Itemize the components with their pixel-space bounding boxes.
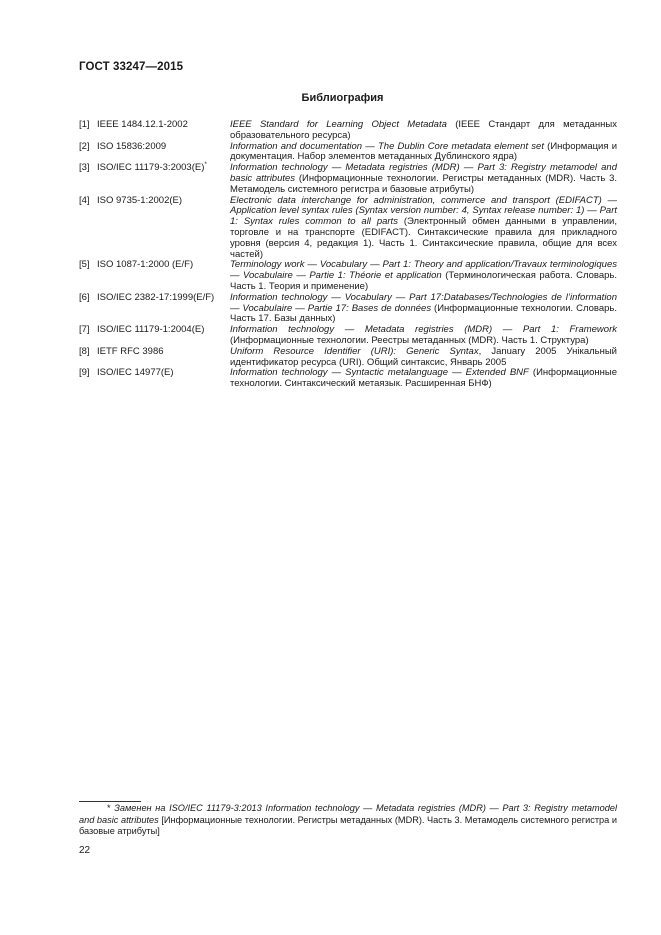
entry-description — [230, 347, 617, 369]
entry-standard-text: ISO 1087-1:2000 (E/F) — [97, 259, 194, 271]
entry-number: [4] — [79, 194, 90, 206]
entry-description — [230, 325, 617, 347]
entry-translation: (IEEE Стандарт для метаданных образовательного ресурса) — [230, 119, 617, 141]
entry-description — [230, 368, 617, 390]
entry-translation: , January 2005 Унікальный идентификатор ресурса (URI). Общий синтаксис, Январь 2005 — [230, 345, 617, 368]
entry-standard-text: ISO/IEC 2382-17:1999(E/F) — [97, 291, 215, 303]
entry-title: Electronic data interchange for administration, commerce and transport (EDIFACT) — Application level syntax rules (Syntax version number: 4, Syntax release number: 1) — Part 1: Syntax rules common to all parts — [230, 194, 617, 228]
bibliography-entry — [79, 142, 617, 164]
bibliography-entry — [79, 260, 617, 292]
entry-standard-code — [97, 196, 182, 207]
entry-standard-code — [97, 293, 214, 304]
entry-number: [5] — [79, 259, 90, 271]
entry-number: [3] — [79, 162, 90, 174]
entry-description — [230, 163, 617, 195]
entry-standard-text: IEEE 1484.12.1-2002 — [97, 119, 188, 130]
entry-translation: (Информационные технологии. Реестры метаданных (MDR). Часть 1. Структура) — [230, 334, 589, 346]
entry-standard-code — [97, 325, 204, 336]
bibliography-entry — [79, 347, 617, 369]
footnote-mark: * — [107, 803, 111, 813]
section-title: Библиография — [301, 92, 384, 104]
bibliography-entry — [79, 293, 617, 325]
entry-title: Information and documentation — The Dublin Core metadata element set — [230, 140, 544, 152]
entry-title: Information technology — Syntactic metalanguage — Extended BNF — [230, 367, 529, 379]
entry-standard-text: ISO/IEC 11179-1:2004(E) — [97, 324, 205, 336]
bibliography-list — [79, 120, 617, 390]
entry-description — [230, 142, 617, 164]
entry-number: [7] — [79, 324, 90, 336]
entry-number: [2] — [79, 140, 90, 152]
entry-standard-code — [97, 163, 207, 174]
entry-standard-text: ISO/IEC 14977(E) — [97, 367, 174, 379]
footnote-reference-mark: * — [204, 161, 207, 169]
entry-standard-code — [97, 142, 166, 153]
document-code-header: ГОСТ 33247—2015 — [79, 61, 184, 73]
entry-translation: (Электронный обмен данными в управлении, торговле и на транспорте (EDIFACT). Синтаксические правила для прикладного уровня (версия 4, редакция 1). Часть 1. Синтаксические правила, общие для всех частей) — [230, 216, 618, 260]
entry-standard-text: ISO 15836:2009 — [97, 140, 167, 152]
bibliography-entry — [79, 325, 617, 347]
entry-title: Uniform Resource Identifier (URI): Generic Syntax — [230, 345, 479, 357]
entry-translation: (Информационные технологии. Синтаксический метаязык. Расширенная БНФ) — [230, 367, 617, 390]
entry-standard-code — [97, 368, 174, 379]
entry-title: Information technology — Metadata registries (MDR) — Part 3: Registry metamodel and basic attributes — [230, 162, 617, 184]
entry-standard-text: ISO 9735-1:2002(E) — [97, 194, 183, 206]
entry-number: [6] — [79, 291, 90, 303]
entry-translation: (Информационные технологии. Словарь. Часть 17. Базы данных) — [230, 302, 617, 325]
entry-translation: (Информация и документация. Набор элементов метаданных Дублинского ядра) — [230, 140, 618, 163]
entry-number: [1] — [79, 119, 90, 130]
entry-standard-code — [97, 347, 164, 358]
bibliography-entry — [79, 120, 617, 142]
entry-description — [230, 293, 617, 325]
entry-description — [230, 196, 617, 261]
footnote-divider — [79, 801, 141, 802]
entry-title: IEEE Standard for Learning Object Metadata — [230, 119, 447, 130]
entry-title: Information technology — Vocabulary — Part 17:Databases/Technologies de l’information — Vocabulaire — Partie 17: Bases de données — [230, 291, 617, 314]
entry-standard-code — [97, 120, 188, 131]
entry-standard-text: IETF RFC 3986 — [97, 345, 164, 357]
entry-description — [230, 260, 617, 292]
footnote — [79, 803, 617, 838]
page-number: 22 — [79, 845, 91, 856]
entry-translation: (Информационные технологии. Регистры метаданных (MDR). Часть 3. Метамодель системного регистра и базовые атрибуты) — [230, 172, 617, 195]
entry-description — [230, 120, 617, 142]
bibliography-entry — [79, 196, 617, 261]
footnote-rest-text: [Информационные технологии. Регистры метаданных (MDR). Часть 3. Метамодель системного регистра и базовые атрибуты] — [79, 814, 617, 836]
bibliography-entry — [79, 163, 617, 195]
entry-standard-code — [97, 260, 193, 271]
entry-translation: (Терминологическая работа. Словарь. Часть 1. Теория и применение) — [230, 270, 617, 292]
entry-number: [9] — [79, 367, 90, 379]
entry-number: [8] — [79, 345, 90, 357]
bibliography-entry — [79, 368, 617, 390]
entry-title: Terminology work — Vocabulary — Part 1: Theory and application/Travaux terminologiques — Vocabulaire — Partie 1: Théorie et application — [230, 259, 617, 282]
entry-standard-text: ISO/IEC 11179-3:2003(E) — [97, 162, 205, 174]
footnote-lead-text: Заменен на ISO/IEC 11179-3:2013 Information technology — Metadata registries (MDR) — Part 3: Registry metamodel and basic attributes — [79, 803, 617, 825]
entry-title: Information technology — Metadata registries (MDR) — Part 1: Framework — [230, 324, 617, 336]
